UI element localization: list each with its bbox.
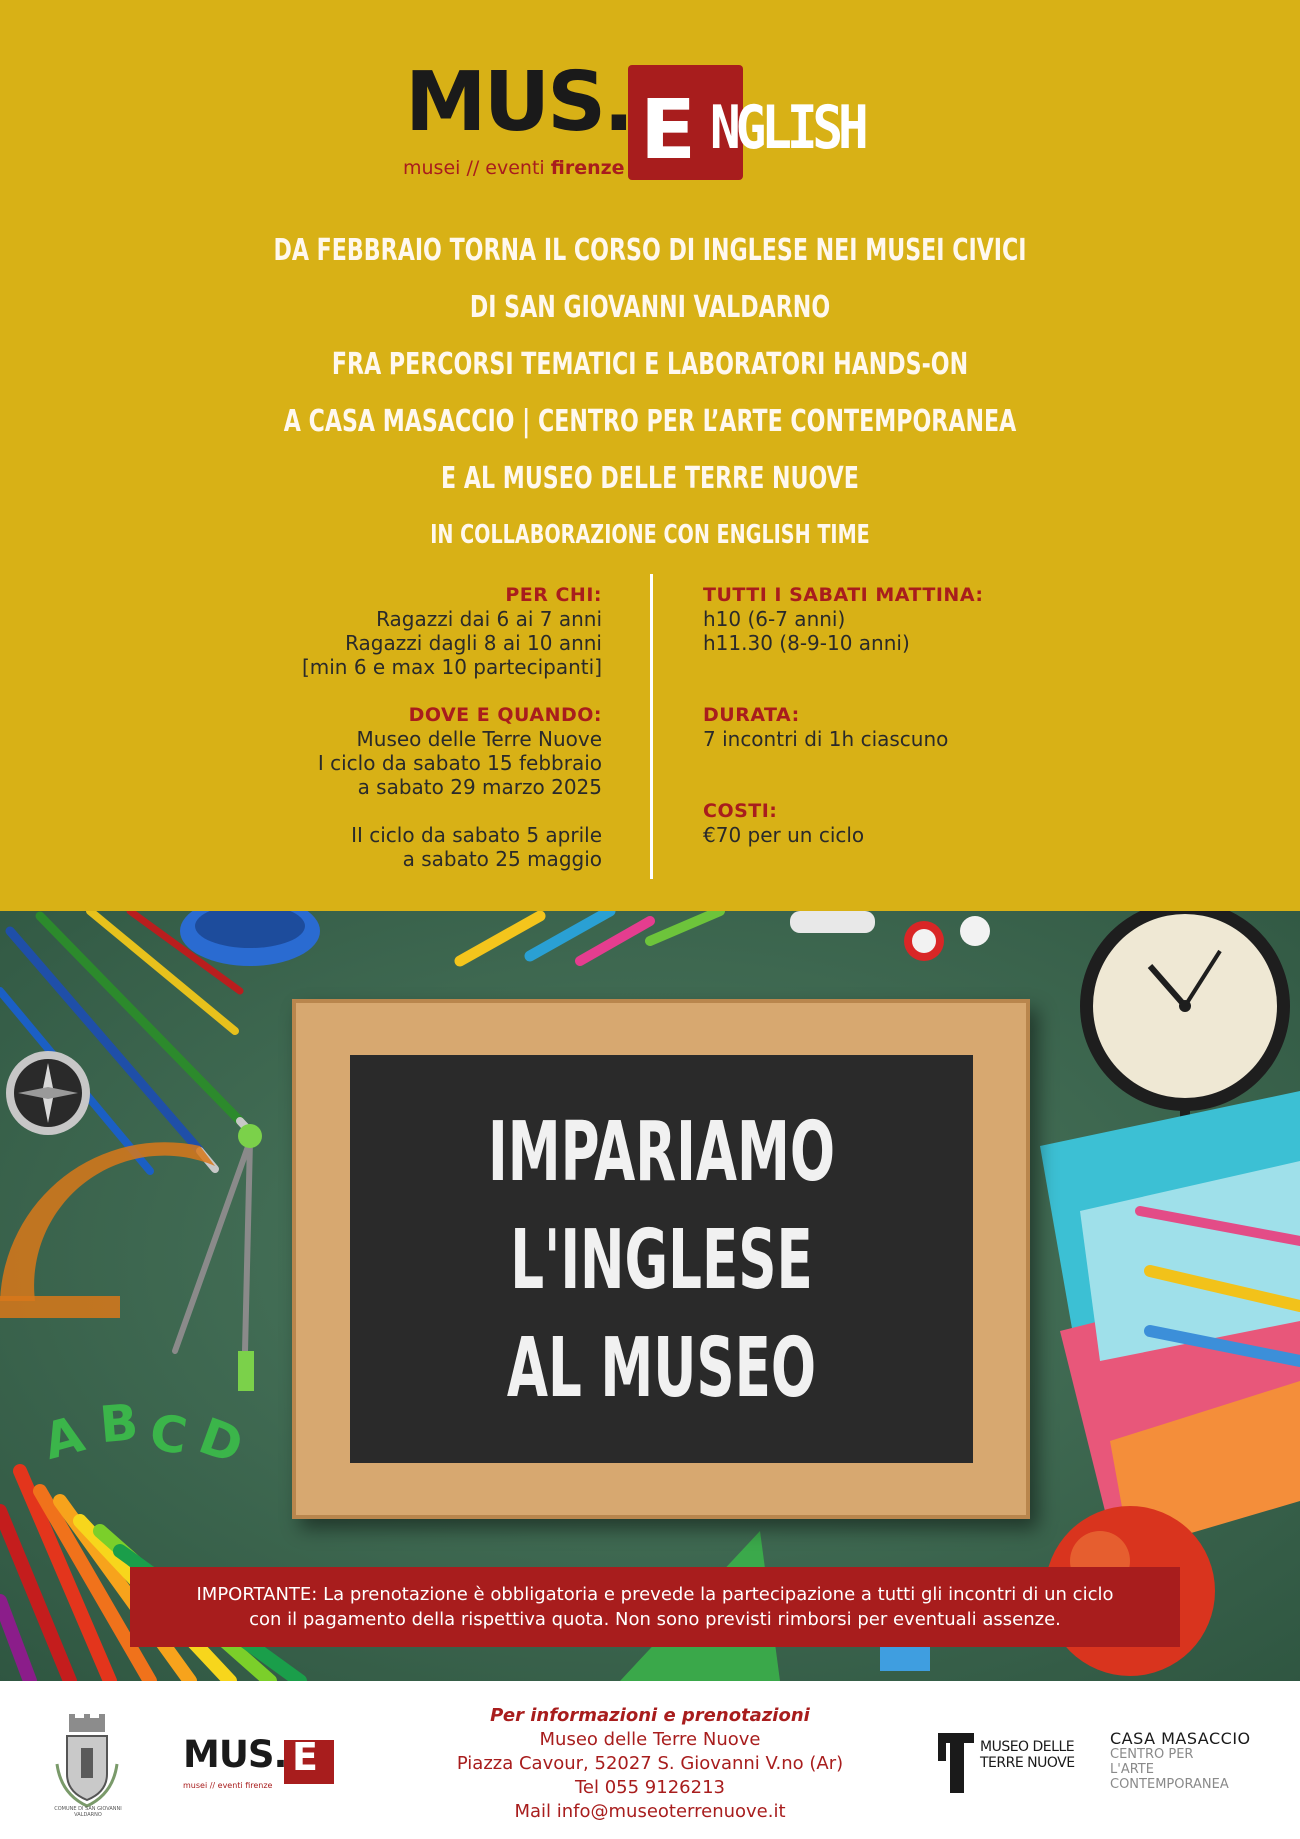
footer: [0, 1681, 1300, 1839]
board-line: L'INGLESE: [510, 1213, 813, 1308]
info-right-column: [703, 583, 1123, 847]
mus-english-logo: [400, 55, 880, 190]
dove-line: a sabato 29 marzo 2025: [357, 775, 602, 799]
header-section: [0, 0, 1300, 911]
headline-line: FRA PERCORSI TEMATICI E LABORATORI HANDS-ON: [331, 347, 969, 382]
sabati-line: h10 (6-7 anni): [703, 607, 846, 631]
school-supplies-photo: [0, 911, 1300, 1681]
column-divider: [650, 574, 653, 879]
letter-d: D: [191, 1406, 251, 1476]
headline-line: A CASA MASACCIO | CENTRO PER L’ARTE CONTEMPORANEA: [283, 404, 1017, 439]
notice-line: con il pagamento della rispettiva quota. Non sono previsti rimborsi per eventuali assenze.: [249, 1609, 1061, 1630]
per-chi-line: Ragazzi dagli 8 ai 10 anni: [345, 631, 602, 655]
costi-line: €70 per un ciclo: [703, 823, 865, 847]
logo-tagline-a: musei // eventi: [403, 157, 551, 179]
comune-crest-icon: [55, 1714, 120, 1814]
contact-museum: Museo delle Terre Nuove: [539, 1729, 761, 1750]
terre-line: TERRE NUOVE: [980, 1755, 1075, 1771]
casa-line: CENTRO PER: [1110, 1747, 1194, 1762]
durata-line: 7 incontri di 1h ciascuno: [703, 727, 949, 751]
chalkboard-frame: [292, 999, 1030, 1519]
casa-line: L'ARTE: [1110, 1762, 1154, 1777]
per-chi-line: Ragazzi dai 6 ai 7 anni: [376, 607, 602, 631]
info-left-column: [200, 583, 602, 871]
logo-tagline-b: firenze: [550, 157, 625, 179]
dove-line: I ciclo da sabato 15 febbraio: [317, 751, 602, 775]
compass-icon: [6, 1051, 90, 1135]
contact-phone[interactable]: Tel 055 9126213: [575, 1777, 725, 1798]
headline-line: E AL MUSEO DELLE TERRE NUOVE: [441, 461, 859, 496]
dove-line: Museo delle Terre Nuove: [356, 727, 602, 751]
letter-c: C: [146, 1403, 191, 1466]
sabati-heading: TUTTI I SABATI MATTINA:: [703, 584, 984, 606]
durata-heading: DURATA:: [703, 704, 800, 726]
headline: [150, 222, 1150, 564]
contact-block: [390, 1704, 910, 1824]
terre-text: [980, 1739, 1075, 1771]
logo-english-text: NGLISH: [710, 93, 864, 163]
headline-line: DI SAN GIOVANNI VALDARNO: [469, 290, 831, 325]
notice-line: IMPORTANTE: La prenotazione è obbligatoria e prevede la partecipazione a tutti gli incontri di un ciclo: [196, 1584, 1114, 1605]
mus-footer-text: MUS.: [183, 1733, 287, 1776]
sabati-line: h11.30 (8-9-10 anni): [703, 631, 910, 655]
dove-heading: DOVE E QUANDO:: [408, 704, 602, 726]
headline-line: DA FEBBRAIO TORNA IL CORSO DI INGLESE NEI MUSEI CIVICI: [273, 233, 1027, 268]
contact-title: Per informazioni e prenotazioni: [490, 1705, 810, 1726]
logo-mus-text: MUS.: [405, 55, 632, 150]
contact-address: Piazza Cavour, 52027 S. Giovanni V.no (Ar): [456, 1753, 844, 1774]
board-line: AL MUSEO: [506, 1321, 817, 1416]
per-chi-line: [min 6 e max 10 partecipanti]: [301, 655, 602, 679]
dove-line: a sabato 25 maggio: [402, 847, 602, 871]
comune-label: COMUNE DI SAN GIOVANNI VALDARNO: [54, 1806, 122, 1818]
letter-a: A: [37, 1404, 90, 1471]
costi-heading: COSTI:: [703, 800, 778, 822]
terre-t-icon: [938, 1733, 974, 1793]
dove-line: II ciclo da sabato 5 aprile: [351, 823, 602, 847]
logo-e-letter: E: [640, 83, 697, 178]
contact-email[interactable]: Mail info@museoterrenuove.it: [514, 1801, 786, 1822]
mus-footer-logo: [183, 1733, 333, 1796]
logo-tagline: [403, 157, 625, 179]
board-line: IMPARIAMO: [487, 1105, 835, 1200]
museo-terre-nuove-logo: [938, 1733, 1098, 1793]
mus-footer-e: E: [292, 1735, 318, 1779]
casa-masaccio-logo: [1110, 1731, 1280, 1792]
headline-line: IN COLLABORAZIONE CON ENGLISH TIME: [430, 520, 870, 550]
chalkboard: [350, 1055, 973, 1463]
per-chi-heading: PER CHI:: [505, 584, 602, 606]
casa-line: CONTEMPORANEA: [1110, 1777, 1229, 1792]
mus-footer-tagline: musei // eventi firenze: [183, 1781, 273, 1790]
casa-title: CASA MASACCIO: [1110, 1729, 1251, 1748]
letter-b: B: [97, 1393, 141, 1455]
chalkboard-text: [350, 1099, 973, 1423]
terre-line: MUSEO DELLE: [980, 1739, 1075, 1755]
important-notice: [130, 1567, 1180, 1647]
